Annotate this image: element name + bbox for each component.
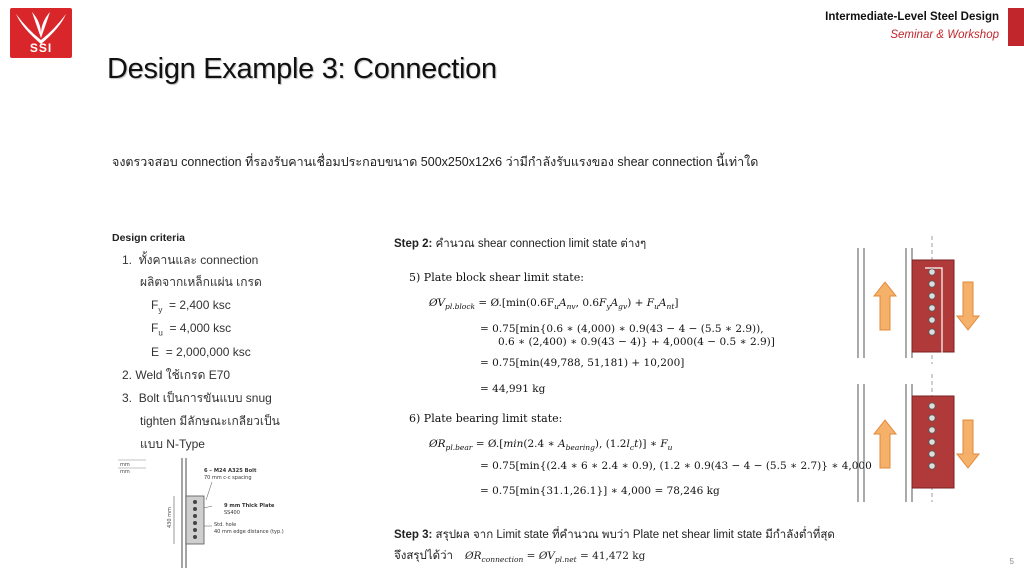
up-arrow-icon [874, 420, 896, 468]
ssi-logo [10, 8, 72, 58]
hole-note-2: 40 mm edge distance (typ.) [214, 529, 284, 535]
criteria-item-1-line-2: ผลิตจากเหล็กแผ่น เกรด [140, 275, 262, 289]
limit-state-diagrams [850, 234, 990, 504]
hole-note-1: Std. hole [214, 522, 237, 528]
step-2: Step 2: คำนวณ shear connection limit state ต่างๆ [394, 238, 647, 250]
bearing-line-2: = 0.75[min{(2.4 ∗ 6 ∗ 2.4 ∗ 0.9), (1.2 ∗ 0.9(43 − 4 − (5.5 ∗ 2.7)} ∗ 4,000 [480, 460, 872, 472]
bolt-mark [193, 535, 197, 539]
step-3: Step 3: สรุปผล จาก Limit state ที่คำนวณ พบว่า Plate net shear limit state มีกำลังต่ำที่สุด [394, 529, 835, 541]
bearing-result: = 0.75[min{31.1,26.1}] ∗ 4,000 = 78,246 kg [480, 485, 720, 497]
mm-label: mm [120, 462, 130, 468]
bolt-mark [193, 521, 197, 525]
design-criteria-title: Design criteria [112, 232, 185, 244]
bolt-mark [193, 528, 197, 532]
bolt-mark [929, 463, 935, 469]
bolt-mark [929, 305, 935, 311]
block-shear-line-2: = 0.75[min{0.6 ∗ (4,000) ∗ 0.9(43 − 4 − (5.5 ∗ 2.9)), [480, 323, 764, 335]
down-arrow-icon [957, 420, 979, 468]
header-subtitle: Seminar & Workshop [890, 29, 999, 41]
bolt-mark [929, 403, 935, 409]
bolt-mark [193, 514, 197, 518]
dimension-label: 430 mm [167, 507, 173, 528]
up-arrow-icon [874, 282, 896, 330]
header-title: Intermediate-Level Steel Design [825, 11, 999, 23]
criteria-item-3-line-3: แบบ N-Type [140, 437, 205, 451]
mm-label-2: mm [120, 469, 130, 475]
bolt-mark [929, 439, 935, 445]
block-shear-line-4: = 0.75[min(49,788, 51,181) + 10,200] [480, 357, 685, 369]
bolt-mark [193, 507, 197, 511]
criteria-e: E = 2,000,000 ksc [151, 345, 251, 359]
connection-detail-drawing [116, 456, 296, 568]
bolt-mark [929, 427, 935, 433]
step-3-conclusion: จึงสรุปได้ว่า $ØR_{connection}$ = $ØV_{pl.net} = 41,472$ kg [394, 550, 646, 565]
bolt-mark [929, 415, 935, 421]
bearing-formula: $ØR_{pl.bear}$ = Ø.[min(2.4 ∗ $A_{bearing}$), $(1.2l_ct)$] ∗ $F_u$ [429, 438, 673, 453]
criteria-item-3-line-2: tighten มีลักษณะเกลียวเป็น [140, 414, 280, 428]
block-shear-heading: 5) Plate block shear limit state: [409, 271, 584, 284]
bolt-note-1: 6 – M24 A325 Bolt [204, 468, 257, 474]
page-title: Design Example 3: Connection [107, 53, 497, 85]
block-shear-line-3: 0.6 ∗ (2,400) ∗ 0.9(43 − 4)} + 4,000(4 − 0.5 ∗ 2.9)] [498, 336, 775, 348]
bolt-mark [193, 500, 197, 504]
criteria-fy: $F_y = 2,400$ ksc [151, 298, 231, 315]
plate-note-1: 9 mm Thick Plate [224, 503, 275, 509]
bolt-mark [929, 317, 935, 323]
bolt-mark [929, 293, 935, 299]
bolt-mark [929, 329, 935, 335]
header-accent-bar [1008, 8, 1024, 46]
criteria-item-2: 2. Weld ใช้เกรด E70 [122, 368, 231, 382]
criteria-fu: $F_u = 4,000$ ksc [151, 321, 232, 338]
bolt-mark [929, 451, 935, 457]
page-number: 5 [1009, 557, 1014, 566]
bolt-mark [929, 269, 935, 275]
down-arrow-icon [957, 282, 979, 330]
block-shear-result: = 44,991 kg [480, 383, 546, 395]
bolt-mark [929, 281, 935, 287]
block-shear-formula: $ØV_{pl.block}$ = $Ø.[\min(0.6F_uA_{nv}$, $0.6F_yA_{gv}) + F_uA_{nt}$] [429, 297, 679, 312]
bearing-heading: 6) Plate bearing limit state: [409, 412, 563, 425]
criteria-item-3-line-1: 3. Bolt เป็นการขันแบบ snug [122, 391, 272, 405]
criteria-item-1-line-1: 1. ทั้งคานและ connection [122, 253, 259, 267]
bolt-note-2: 70 mm c-c spacing [204, 475, 252, 481]
intro-text: จงตรวจสอบ connection ที่รองรับคานเชื่อมประกอบขนาด 500x250x12x6 ว่ามีกำลังรับแรงของ shear connection นี้เท่าใด [112, 155, 759, 169]
logo-text: SSI [29, 41, 53, 55]
plate-note-2: SS400 [224, 510, 240, 516]
